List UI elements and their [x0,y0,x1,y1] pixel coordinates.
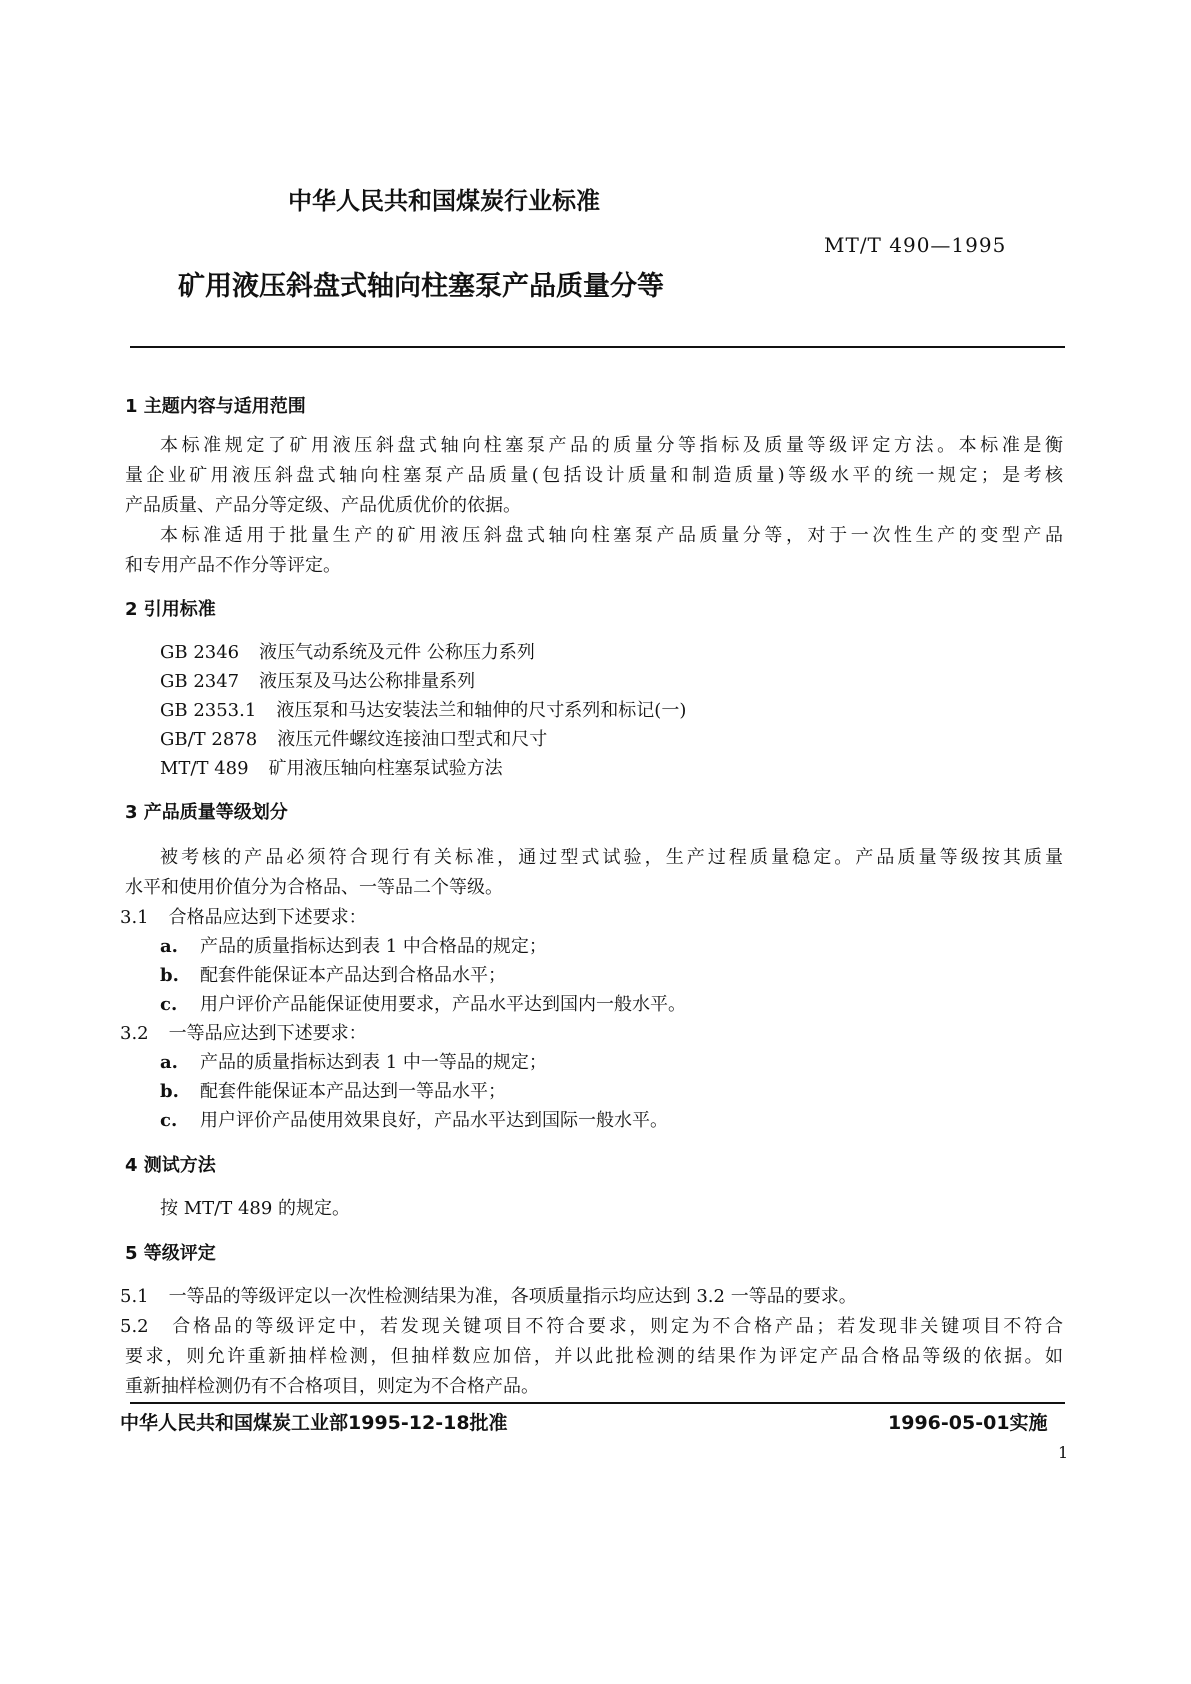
footer-rule [130,1402,1065,1404]
reference-code: MT/T 489 [160,758,249,779]
list-marker: a. [160,936,178,957]
section-2-heading: 2 引用标准 [125,599,216,620]
clause-5-2-line-3: 重新抽样检测仍有不合格项目，则定为不合格产品。 [125,1376,539,1397]
issuing-body-title: 中华人民共和国煤炭行业标准 [288,187,600,215]
list-item [160,964,506,988]
reference-code: GB 2346 [160,642,240,663]
clause-text: 一等品的等级评定以一次性检测结果为准，各项质量指示均应达到 3.2 一等品的要求。 [168,1286,857,1307]
clause-number: 5.1 [120,1286,149,1307]
clause-text: 一等品应达到下述要求： [168,1023,367,1044]
reference-title: 液压元件螺纹连接油口型式和尺寸 [277,729,548,750]
clause-3-2 [120,1022,367,1046]
page-number: 1 [1058,1443,1069,1462]
s1-paragraph-2-line-2: 和专用产品不作分等评定。 [125,555,341,576]
reference-title: 矿用液压轴向柱塞泵试验方法 [268,758,503,779]
section-3-heading: 3 产品质量等级划分 [125,802,288,823]
clause-3-1 [120,906,367,930]
effective-date: 1996-05-01实施 [888,1412,1048,1434]
s3-paragraph-line-2: 水平和使用价值分为合格品、一等品二个等级。 [125,877,503,898]
list-item [160,935,547,959]
s4-paragraph: 按 MT/T 489 的规定。 [160,1198,351,1219]
clause-text: 合格品的等级评定中，若发现关键项目不符合要求，则定为不合格产品；若发现非关键项目不符合 [172,1316,1063,1337]
reference-title: 液压泵及马达公称排量系列 [259,671,476,692]
list-item [160,1051,547,1075]
s1-paragraph-1-line-3: 产品质量、产品分等定级、产品优质优价的依据。 [125,495,521,516]
list-text: 产品的质量指标达到表 1 中合格品的规定； [200,936,547,957]
list-item [160,1109,668,1133]
list-marker: b. [160,1081,179,1102]
s1-paragraph-1-line-1: 本标准规定了矿用液压斜盘式轴向柱塞泵产品的质量分等指标及质量等级评定方法。本标准是衡 [160,435,1063,456]
clause-5-2-line-2: 要求，则允许重新抽样检测，但抽样数应加倍，并以此批检测的结果作为评定产品合格品等级的依据。如 [125,1346,1063,1367]
reference-code: GB 2347 [160,671,240,692]
list-item [160,1080,506,1104]
list-marker: a. [160,1052,178,1073]
reference-code: GB 2353.1 [160,700,257,721]
list-text: 配套件能保证本产品达到一等品水平； [200,1081,506,1102]
list-marker: c. [160,994,178,1015]
section-4-heading: 4 测试方法 [125,1155,216,1176]
s1-paragraph-2-line-1: 本标准适用于批量生产的矿用液压斜盘式轴向柱塞泵产品质量分等，对于一次性生产的变型产品 [160,525,1063,546]
list-marker: c. [160,1110,178,1131]
clause-text: 合格品应达到下述要求： [168,907,367,928]
document-title: 矿用液压斜盘式轴向柱塞泵产品质量分等 [178,271,664,302]
approval-line: 中华人民共和国煤炭工业部1995-12-18批准 [120,1412,508,1434]
reference-item [160,699,686,723]
list-marker: b. [160,965,179,986]
reference-code: GB/T 2878 [160,729,258,750]
clause-5-1 [120,1285,857,1309]
reference-item [160,757,503,781]
section-1-heading: 1 主题内容与适用范围 [125,396,306,417]
standard-code: MT/T 490—1995 [824,233,1007,257]
clause-number: 3.1 [120,907,149,928]
clause-number: 3.2 [120,1023,149,1044]
reference-title: 液压气动系统及元件 公称压力系列 [259,642,535,663]
clause-5-2-line-1 [120,1315,1063,1339]
list-item [160,993,686,1017]
s3-paragraph-line-1: 被考核的产品必须符合现行有关标准，通过型式试验，生产过程质量稳定。产品质量等级按其质量 [160,847,1063,868]
list-text: 产品的质量指标达到表 1 中一等品的规定； [200,1052,547,1073]
reference-item [160,670,475,694]
section-5-heading: 5 等级评定 [125,1243,216,1264]
reference-title: 液压泵和马达安装法兰和轴伸的尺寸系列和标记(一) [276,700,687,721]
clause-number: 5.2 [120,1316,149,1337]
list-text: 配套件能保证本产品达到合格品水平； [200,965,506,986]
s1-paragraph-1-line-2: 量企业矿用液压斜盘式轴向柱塞泵产品质量(包括设计质量和制造质量)等级水平的统一规定；是考核 [125,465,1063,486]
list-text: 用户评价产品使用效果良好，产品水平达到国际一般水平。 [200,1110,668,1131]
reference-item [160,641,535,665]
reference-item [160,728,547,752]
list-text: 用户评价产品能保证使用要求，产品水平达到国内一般水平。 [200,994,686,1015]
header-rule [130,346,1065,348]
